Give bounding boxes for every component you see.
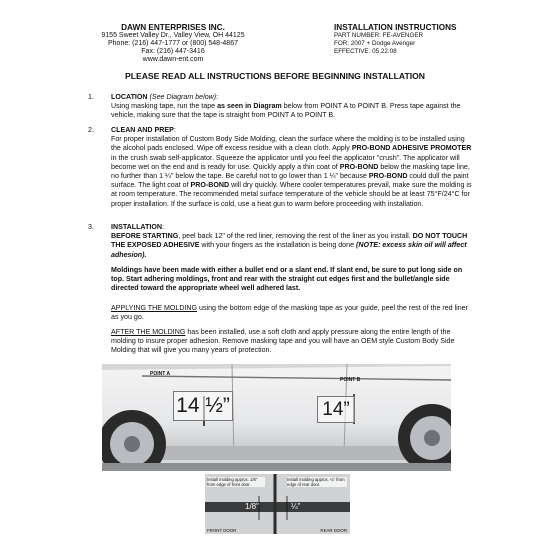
front-door-note: Install molding approx. 1/8" from edge of front door. — [207, 477, 265, 487]
company-fax: Fax: (216) 447-3416 — [141, 48, 205, 55]
car-illustration — [102, 364, 451, 471]
company-block — [98, 24, 248, 64]
point-a-label: POINT A — [150, 371, 171, 377]
step-text: For proper installation of Custom Body Side Molding, clean the surface where the molding is to be installed using the alcohol pads enclosed. Wipe off excess residue with a clean cloth. Apply — [111, 135, 465, 153]
step-text: below from POINT A to POINT B. Press tape against the vehicle, making sure that the tape is straight from POINT A to POINT B. — [111, 102, 461, 120]
step-heading-note: (See Diagram below) — [149, 93, 217, 101]
point-b-label: POINT B — [340, 377, 361, 383]
instructions-title: INSTALLATION INSTRUCTIONS — [334, 23, 457, 32]
step-heading: INSTALLATION — [111, 223, 162, 231]
after-paragraph — [111, 328, 475, 356]
step-heading: LOCATION — [111, 93, 148, 101]
door-gap-detail-photo — [205, 474, 350, 534]
front-door-label: FRONT DOOR — [207, 528, 237, 533]
step-text: in the crush swab self-applicator. Squeeze the applicator until you feel the applicator "crush". The applicator will become wet on the end and is ready for use. Quickly apply a thin coat of — [111, 153, 460, 171]
step-heading: CLEAN AND PREP — [111, 126, 174, 134]
car-side-photo — [102, 364, 451, 471]
step-number: 2. — [88, 126, 94, 134]
rear-door-note: Install molding approx. ¼" from edge of rear door. — [287, 477, 347, 487]
molding-end-note: Moldings have been made with either a bullet end or a slant end. If slant end, be sure to put long side on top. Start adhering moldings, front and rear with the straight cut edges first and the bullet/angle side directed toward the appropriate wheel well adhered last. — [111, 266, 463, 293]
part-number: PART NUMBER: FE-AVENGER — [334, 32, 424, 39]
measurement-rear: 14” — [317, 396, 355, 423]
instructions-block — [334, 24, 494, 56]
step-text: Using masking tape, run the tape — [111, 102, 218, 111]
applying-paragraph — [111, 304, 475, 322]
step-text: with your fingers as the installation is being done — [199, 241, 356, 250]
applying-text: using the bottom edge of the masking tape as your guide, peel the rest of the red liner as you go. — [111, 304, 468, 322]
applying-heading: APPLYING THE MOLDING — [111, 304, 198, 312]
front-gap-measure: 1/8" — [245, 502, 259, 511]
step-text: could dull the paint surface. The light coat of — [111, 172, 469, 190]
step-note: (NOTE: — [356, 241, 381, 250]
company-phone: Phone: (216) 447-1777 or (800) 548-4867 — [108, 40, 238, 47]
step-text: will dry quickly. Where cooler temperatures prevail, make sure the molding is at room temperature. The recommended metal surface temperature of the vehicle should be at least 75°F/24°C for proper installation. If the surface is cold, use a heat gun to warm before proceeding with installation. — [111, 181, 472, 208]
step-text: below the masking tape line, no further than 1 ¼" below the tape. Be careful not to go lower than 1 ¼" because — [111, 162, 470, 181]
step-text: , peel back 12" of the red liner, removing the rest of the liner as you install. — [178, 232, 413, 241]
rear-gap-measure: ¼" — [291, 502, 301, 511]
step-text-bold: as seen in Diagram — [217, 102, 282, 111]
step-number: 3. — [88, 223, 94, 231]
step-text-bold: PRO-BOND — [339, 162, 379, 171]
step-number: 1. — [88, 93, 94, 101]
step-text-bold: PRO-BOND — [368, 172, 408, 181]
step-note-text: excess skin oil will affect adhesion). — [111, 241, 467, 259]
after-heading: AFTER THE MOLDING — [111, 328, 186, 336]
step-text-bold: PRO-BOND — [190, 181, 230, 190]
step-text-bold: DO NOT TOUCH THE EXPOSED ADHESIVE — [111, 232, 468, 250]
page-title: PLEASE READ ALL INSTRUCTIONS BEFORE BEGINNING INSTALLATION — [125, 71, 425, 81]
step-text-bold: BEFORE STARTING — [111, 232, 179, 241]
after-text: has been installed, use a soft cloth and apply pressure along the entire length of the molding to insure proper adhesion. Remove masking tape and you will have an OEM style Custom Body Side Molding that will give you many years of protection. — [111, 328, 455, 355]
effective-date: EFFECTIVE: 05.22.08 — [334, 48, 397, 55]
company-name: DAWN ENTERPRISES INC. — [121, 23, 225, 32]
step-text-bold: PRO-BOND ADHESIVE PROMOTER — [351, 144, 472, 153]
measurement-front: 14 ½” — [173, 391, 233, 421]
company-address: 9155 Sweet Valley Dr., Valley View, OH 44125 — [101, 32, 245, 39]
rear-door-label: REAR DOOR — [320, 528, 347, 533]
company-website: www.dawn-ent.com — [142, 56, 204, 63]
vehicle-fitment: FOR: 2007 + Dodge Avenger — [334, 40, 416, 47]
